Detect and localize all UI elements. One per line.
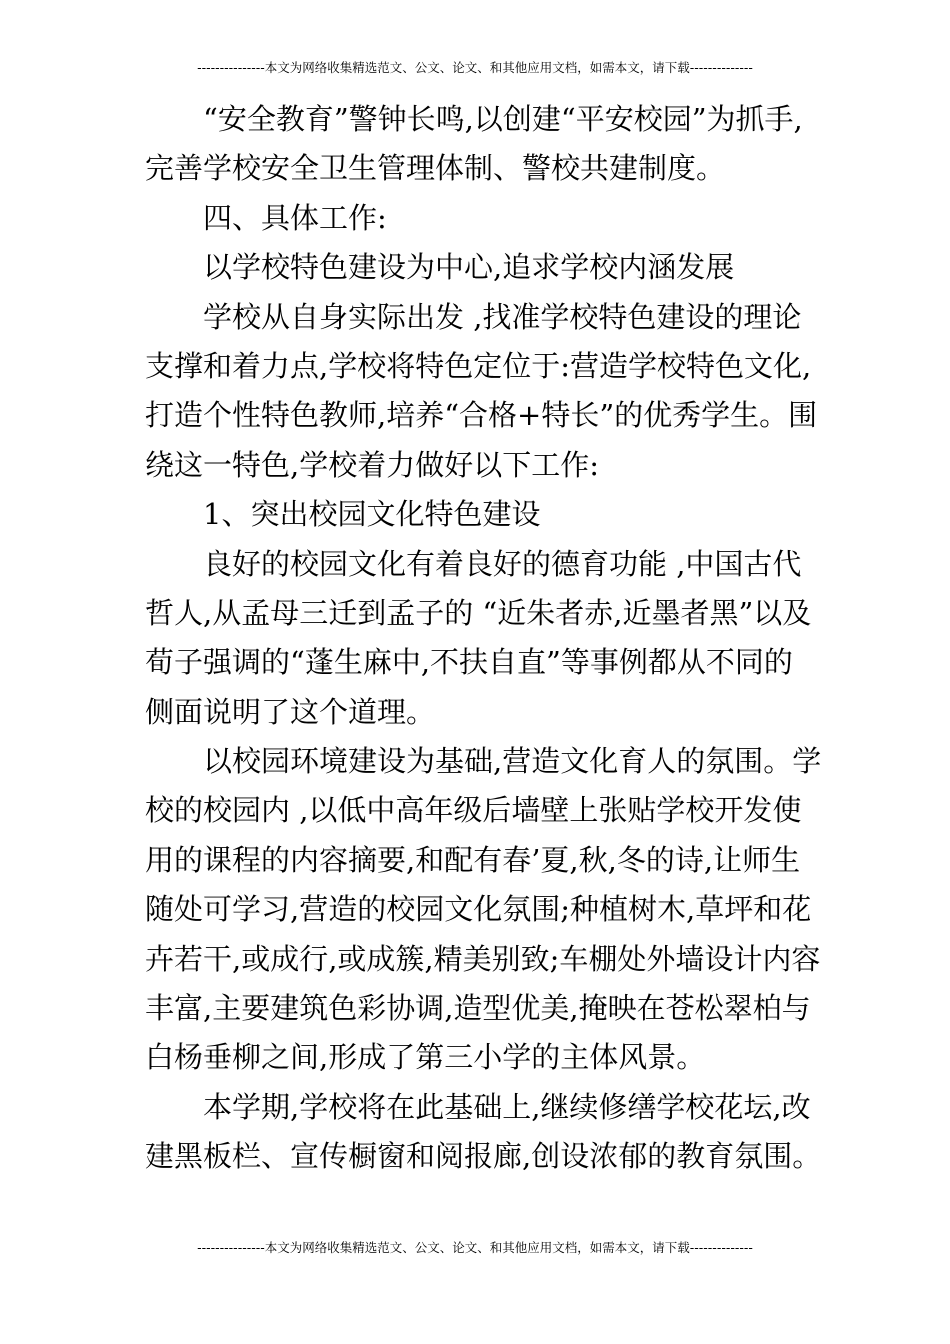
text-line: 良好的校园文化有着良好的德育功能 ,中国古代 xyxy=(203,546,802,581)
text-line: 以校园环境建设为基础,营造文化育人的氛围。学 xyxy=(203,744,822,779)
text-line: 建黑板栏、宣传橱窗和阅报廊,创设浓郁的教育氛围。 xyxy=(145,1139,822,1174)
text-line: 白杨垂柳之间,形成了第三小学的主体风景。 xyxy=(145,1040,706,1075)
text-line: 完善学校安全卫生管理体制、警校共建制度。 xyxy=(145,151,726,186)
text-line: 打造个性特色教师,培养“合格+特长”的优秀学生。围 xyxy=(145,398,818,433)
text-line: 校的校园内 ,以低中高年级后墙壁上张贴学校开发使 xyxy=(145,793,802,828)
text-line: 侧面说明了这个道理。 xyxy=(145,694,436,729)
text-line: 支撑和着力点,学校将特色定位于:营造学校特色文化, xyxy=(145,348,812,383)
section-heading: 四、具体工作: xyxy=(203,200,387,235)
subsection-heading: 以学校特色建设为中心,追求学校内涵发展 xyxy=(203,250,735,285)
text-line: “安全教育”警钟长鸣,以创建“平安校园”为抓手, xyxy=(203,102,803,136)
text-line: 随处可学习,营造的校园文化氛围;种植树木,草坪和花 xyxy=(145,892,812,927)
text-line: 荀子强调的“蓬生麻中,不扶自直”等事例都从不同的 xyxy=(145,645,793,680)
text-line: 用的课程的内容摘要,和配有春’夏,秋,冬的诗,让师生 xyxy=(145,842,801,877)
text-line: 哲人,从孟母三迁到孟子的 “近朱者赤,近墨者黑”以及 xyxy=(145,595,812,630)
text-line: 本学期,学校将在此基础上,继续修缮学校花坛,改 xyxy=(203,1089,811,1124)
text-line: 丰富,主要建筑色彩协调,造型优美,掩映在苍松翠柏与 xyxy=(145,991,811,1026)
page-footer: ---------------本文为网络收集精选范文、公文、论文、和其他应用文档，如需本文，请下载-------------- xyxy=(197,1240,753,1255)
text-line: 绕这一特色,学校着力做好以下工作: xyxy=(145,447,599,482)
text-line: 卉若干,或成行,或成簇,精美别致;车棚处外墙设计内容 xyxy=(145,941,821,976)
page-header: ---------------本文为网络收集精选范文、公文、论文、和其他应用文档，如需本文，请下载-------------- xyxy=(197,60,753,75)
text-line: 学校从自身实际出发 ,找准学校特色建设的理论 xyxy=(203,299,802,334)
document-body xyxy=(145,95,822,1182)
item-heading: 1、突出校园文化特色建设 xyxy=(203,497,541,532)
